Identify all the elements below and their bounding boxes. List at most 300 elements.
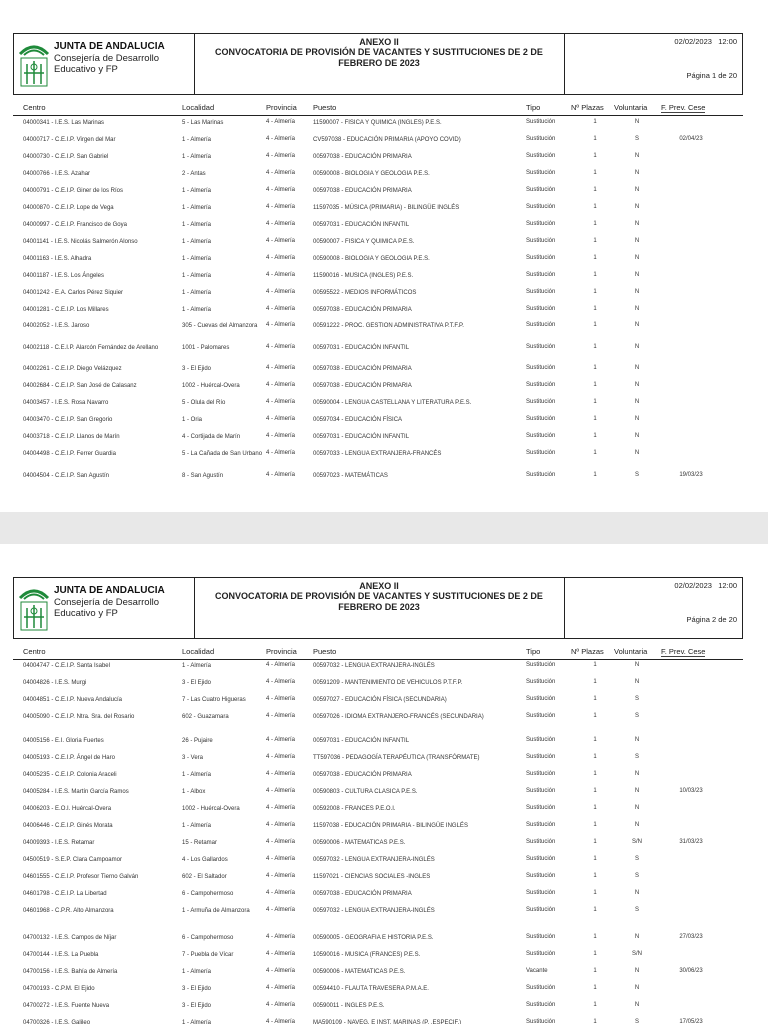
cell-puesto: 00597038 - EDUCACIÓN PRIMARIA [313,366,412,372]
cell-tipo: Sustitución [526,788,556,794]
cell-plazas: 1 [593,399,597,405]
cell-voluntaria: S [634,754,639,760]
cell-tipo: Sustitución [526,679,556,685]
cell-provincia: 4 - Almería [266,1002,296,1008]
cell-plazas: 1 [593,322,597,328]
cell-voluntaria: N [634,890,640,896]
cell-voluntaria: N [634,934,640,940]
cell-puesto: 00592008 - FRANCES P.E.O.I. [313,806,396,812]
cell-tipo: Sustitución [526,696,556,702]
cell-localidad: 1 - Almería [182,239,212,245]
cell-plazas: 1 [593,771,597,777]
cell-voluntaria: N [634,737,640,743]
cell-puesto: 00590008 - BIOLOGIA Y GEOLOGIA P.E.S. [313,256,430,262]
cell-fecha: 02/04/23 [679,136,703,142]
cell-puesto: 00590803 - CULTURA CLASICA P.E.S. [313,789,418,795]
cell-tipo: Sustitución [526,170,556,176]
cell-localidad: 5 - Olula del Río [182,400,226,406]
cell-tipo: Sustitución [526,399,556,405]
cell-plazas: 1 [593,472,597,478]
cell-centro: 04006446 - C.E.I.P. Ginés Morata [23,823,113,829]
cell-puesto: MA590109 - NAVEG. E INST. MARINAS (P. .ESPECIF.) [313,1020,462,1024]
cell-centro: 04700156 - I.E.S. Bahía de Almería [23,969,118,975]
cell-puesto: 00597033 - LENGUA EXTRANJERA-FRANCÉS [313,451,442,457]
cell-plazas: 1 [593,822,597,828]
cell-puesto: 00597031 - EDUCACIÓN INFANTIL [313,222,410,228]
cell-localidad: 1 - Almería [182,137,212,143]
cell-voluntaria: N [634,1002,640,1008]
cell-plazas: 1 [593,662,597,668]
cell-plazas: 1 [593,255,597,261]
header-tipo: Tipo [526,647,541,656]
header-puesto: Puesto [313,103,337,112]
print-time: 12:00 [718,37,737,46]
cell-tipo: Sustitución [526,822,556,828]
header-provincia: Provincia [266,103,297,112]
cell-centro: 04005235 - C.E.I.P. Colonia Araceli [23,772,117,778]
cell-puesto: 11590016 - MUSICA (INGLES) P.E.S. [313,273,414,279]
cell-centro: 04002052 - I.E.S. Jaroso [23,323,90,329]
cell-provincia: 4 - Almería [266,805,296,811]
cell-puesto: 00597031 - EDUCACIÓN INFANTIL [313,345,410,351]
cell-plazas: 1 [593,968,597,974]
cell-centro: 04001242 - E.A. Carlos Pérez Siquier [23,290,124,296]
cell-tipo: Sustitución [526,272,556,278]
cell-localidad: 3 - Vera [182,755,204,761]
cell-tipo: Sustitución [526,187,556,193]
cell-plazas: 1 [593,788,597,794]
cell-localidad: 1 - Almería [182,273,212,279]
cell-localidad: 1 - Almería [182,154,212,160]
cell-tipo: Sustitución [526,934,556,940]
cell-provincia: 4 - Almería [266,873,296,879]
cell-provincia: 4 - Almería [266,204,296,210]
cell-plazas: 1 [593,204,597,210]
cell-localidad: 1 - Armuña de Almanzora [182,908,250,914]
cell-centro: 04005090 - C.E.I.P. Ntra. Sra. del Rosario [23,714,135,720]
cell-provincia: 4 - Almería [266,713,296,719]
cell-centro: 04004498 - C.E.I.P. Ferrer Guardia [23,451,116,457]
cell-tipo: Sustitución [526,737,556,743]
cell-voluntaria: S [634,136,639,142]
cell-plazas: 1 [593,713,597,719]
column-headers [13,101,743,116]
cell-provincia: 4 - Almería [266,822,296,828]
cell-puesto: 00590008 - BIOLOGIA Y GEOLOGIA P.E.S. [313,171,430,177]
cell-tipo: Vacante [526,968,548,974]
cell-localidad: 1001 - Palomares [182,345,230,351]
cell-centro: 04002684 - C.E.I.P. San José de Calasanz [23,383,137,389]
cell-plazas: 1 [593,382,597,388]
cell-voluntaria: S [634,1019,639,1024]
cell-tipo: Sustitución [526,450,556,456]
cell-tipo: Sustitución [526,985,556,991]
cell-puesto: 00597032 - LENGUA EXTRANJERA-INGLÉS [313,663,435,669]
cell-centro: 04005193 - C.E.I.P. Ángel de Haro [23,755,115,761]
print-date: 02/02/2023 [674,581,712,590]
cell-puesto: 00597032 - LENGUA EXTRANJERA-INGLÉS [313,908,435,914]
cell-puesto: 00597038 - EDUCACIÓN PRIMARIA [313,154,412,160]
cell-provincia: 4 - Almería [266,221,296,227]
cell-voluntaria: N [634,382,640,388]
cell-puesto: 00590004 - LENGUA CASTELLANA Y LITERATURA P.E.S. [313,400,472,406]
header-voluntaria: Voluntaria [614,647,648,656]
cell-tipo: Sustitución [526,221,556,227]
cell-provincia: 4 - Almería [266,382,296,388]
cell-plazas: 1 [593,289,597,295]
cell-plazas: 1 [593,934,597,940]
cell-localidad: 1 - Almería [182,969,212,975]
report-page-2 [0,544,768,1024]
cell-tipo: Sustitución [526,951,556,957]
cell-voluntaria: N [634,238,640,244]
header-tipo: Tipo [526,103,541,112]
cell-provincia: 4 - Almería [266,951,296,957]
cell-localidad: 1 - Almería [182,205,212,211]
cell-centro: 04601968 - C.P.R. Alto Almanzora [23,908,114,914]
header-fecha-cese: F. Prev. Cese [661,647,706,656]
info-block [565,34,742,94]
cell-centro: 04004826 - I.E.S. Murgi [23,680,87,686]
cell-localidad: 305 - Cuevas del Almanzora [182,323,258,329]
cell-centro: 04001281 - C.E.I.P. Los Millares [23,307,109,313]
cell-voluntaria: N [634,153,640,159]
header-centro: Centro [23,103,46,112]
cell-voluntaria: N [634,322,640,328]
cell-puesto: 00597038 - EDUCACIÓN PRIMARIA [313,307,412,313]
cell-centro: 04000997 - C.E.I.P. Francisco de Goya [23,222,127,228]
cell-localidad: 3 - El Ejido [182,1003,212,1009]
cell-plazas: 1 [593,187,597,193]
cell-provincia: 4 - Almería [266,255,296,261]
cell-puesto: 00590005 - GEOGRAFIA E HISTORIA P.E.S. [313,935,434,941]
cell-fecha: 27/03/23 [679,934,703,940]
cell-localidad: 1 - Almería [182,222,212,228]
cell-voluntaria: N [634,344,640,350]
cell-provincia: 4 - Almería [266,907,296,913]
cell-plazas: 1 [593,696,597,702]
cell-centro: 04004851 - C.E.I.P. Nueva Andalucía [23,697,122,703]
header-localidad: Localidad [182,647,215,656]
cell-provincia: 4 - Almería [266,187,296,193]
cell-centro: 04700326 - I.E.S. Galileo [23,1020,91,1024]
cell-centro: 04000341 - I.E.S. Las Marinas [23,120,105,126]
cell-provincia: 4 - Almería [266,696,296,702]
cell-localidad: 5 - Las Marinas [182,120,224,126]
cell-puesto: TT597036 - PEDAGOGÍA TERAPÉUTICA (TRANSFÓRMATE) [313,755,480,761]
header-localidad: Localidad [182,103,215,112]
cell-localidad: 3 - El Ejido [182,366,212,372]
cell-localidad: 5 - La Cañada de San Urbano [182,451,263,457]
cell-centro: 04700272 - I.E.S. Fuente Nueva [23,1003,110,1009]
cell-centro: 04601798 - C.E.I.P. La Libertad [23,891,107,897]
cell-voluntaria: N [634,119,640,125]
cell-provincia: 4 - Almería [266,272,296,278]
header-plazas: Nº Plazas [571,647,604,656]
cell-provincia: 4 - Almería [266,934,296,940]
cell-provincia: 4 - Almería [266,170,296,176]
cell-provincia: 4 - Almería [266,985,296,991]
cell-tipo: Sustitución [526,890,556,896]
cell-puesto: 00597023 - MATEMÁTICAS [313,473,388,479]
column-headers [13,645,743,660]
cell-provincia: 4 - Almería [266,119,296,125]
cell-tipo: Sustitución [526,1002,556,1008]
cell-puesto: 00590006 - MATEMATICAS P.E.S. [313,840,406,846]
cell-centro: 04003457 - I.E.S. Rosa Navarro [23,400,109,406]
cell-plazas: 1 [593,907,597,913]
cell-voluntaria: N [634,365,640,371]
cell-voluntaria: N [634,416,640,422]
cell-provincia: 4 - Almería [266,662,296,668]
cell-plazas: 1 [593,805,597,811]
cell-voluntaria: N [634,170,640,176]
org-title: JUNTA DE ANDALUCIA [54,41,165,52]
cell-localidad: 3 - El Ejido [182,986,212,992]
cell-provincia: 4 - Almería [266,289,296,295]
organization-block [14,578,195,638]
cell-puesto: 00597038 - EDUCACIÓN PRIMARIA [313,188,412,194]
cell-plazas: 1 [593,754,597,760]
cell-plazas: 1 [593,136,597,142]
cell-provincia: 4 - Almería [266,365,296,371]
cell-tipo: Sustitución [526,1019,556,1024]
cell-plazas: 1 [593,737,597,743]
cell-provincia: 4 - Almería [266,856,296,862]
cell-provincia: 4 - Almería [266,322,296,328]
cell-tipo: Sustitución [526,713,556,719]
cell-localidad: 8 - San Agustín [182,473,224,479]
cell-provincia: 4 - Almería [266,416,296,422]
cell-fecha: 19/03/23 [679,472,703,478]
cell-voluntaria: N [634,771,640,777]
header-plazas: Nº Plazas [571,103,604,112]
cell-tipo: Sustitución [526,204,556,210]
page-number: Página 1 de 20 [686,71,737,80]
cell-tipo: Sustitución [526,322,556,328]
cell-centro: 04000730 - C.E.I.P. San Gabriel [23,154,109,160]
cell-localidad: 4 - Los Gallardos [182,857,228,863]
header-voluntaria: Voluntaria [614,103,648,112]
cell-voluntaria: S [634,856,639,862]
cell-voluntaria: N [634,433,640,439]
cell-fecha: 31/03/23 [679,839,703,845]
cell-localidad: 1 - Almería [182,188,212,194]
cell-provincia: 4 - Almería [266,968,296,974]
cell-voluntaria: N [634,255,640,261]
cell-plazas: 1 [593,890,597,896]
cell-localidad: 1002 - Huércal-Overa [182,806,240,812]
cell-centro: 04002261 - C.E.I.P. Diego Velázquez [23,366,122,372]
org-title: JUNTA DE ANDALUCIA [54,585,165,596]
cell-puesto: 00597038 - EDUCACIÓN PRIMARIA [313,891,412,897]
cell-localidad: 15 - Retamar [182,840,218,846]
cell-voluntaria: N [634,221,640,227]
cell-centro: 04009393 - I.E.S. Retamar [23,840,95,846]
cell-voluntaria: S [634,873,639,879]
cell-plazas: 1 [593,1002,597,1008]
cell-voluntaria: N [634,805,640,811]
cell-voluntaria: N [634,822,640,828]
cell-tipo: Sustitución [526,382,556,388]
cell-tipo: Sustitución [526,238,556,244]
cell-centro: 04500519 - S.E.P. Clara Campoamor [23,857,122,863]
cell-plazas: 1 [593,238,597,244]
cell-localidad: 3 - El Ejido [182,680,212,686]
cell-fecha: 17/05/23 [679,1019,703,1024]
cell-voluntaria: S [634,472,639,478]
cell-provincia: 4 - Almería [266,472,296,478]
cell-provincia: 4 - Almería [266,839,296,845]
cell-localidad: 1 - Almería [182,290,212,296]
cell-provincia: 4 - Almería [266,771,296,777]
info-block [565,578,742,638]
cell-tipo: Sustitución [526,433,556,439]
cell-provincia: 4 - Almería [266,788,296,794]
cell-plazas: 1 [593,272,597,278]
cell-fecha: 30/06/23 [679,968,703,974]
document-title: CONVOCATORIA DE PROVISIÓN DE VACANTES Y SUSTITUCIONES DE 2 DE FEBRERO DE 2023 [215,591,543,612]
cell-voluntaria: N [634,306,640,312]
cell-centro: 04005284 - I.E.S. Martín García Ramos [23,789,129,795]
cell-tipo: Sustitución [526,416,556,422]
cell-plazas: 1 [593,839,597,845]
cell-voluntaria: N [634,450,640,456]
cell-plazas: 1 [593,985,597,991]
cell-centro: 04001163 - I.E.S. Alhadra [23,256,92,262]
cell-voluntaria: N [634,679,640,685]
cell-tipo: Sustitución [526,771,556,777]
cell-centro: 04005156 - E.I. Gloria Fuertes [23,738,104,744]
cell-localidad: 4 - Cortijada de Marín [182,434,241,440]
cell-localidad: 1 - Almería [182,307,212,313]
cell-provincia: 4 - Almería [266,306,296,312]
cell-tipo: Sustitución [526,907,556,913]
cell-voluntaria: N [634,662,640,668]
cell-provincia: 4 - Almería [266,1019,296,1024]
cell-localidad: 1 - Almería [182,1020,212,1024]
cell-provincia: 4 - Almería [266,679,296,685]
cell-localidad: 6 - Campohermoso [182,891,234,897]
cell-plazas: 1 [593,344,597,350]
cell-localidad: 1 - Almería [182,772,212,778]
cell-tipo: Sustitución [526,344,556,350]
cell-voluntaria: N [634,788,640,794]
cell-provincia: 4 - Almería [266,136,296,142]
cell-plazas: 1 [593,306,597,312]
header-fecha-cese: F. Prev. Cese [661,103,706,112]
cell-voluntaria: N [634,204,640,210]
cell-tipo: Sustitución [526,136,556,142]
cell-plazas: 1 [593,951,597,957]
header-puesto: Puesto [313,647,337,656]
cell-puesto: 11597035 - MÚSICA (PRIMARIA) - BILINGÜE INGLÉS [313,205,460,211]
cell-localidad: 6 - Campohermoso [182,935,234,941]
cell-plazas: 1 [593,679,597,685]
cell-centro: 04000766 - I.E.S. Azahar [23,171,91,177]
organization-block [14,34,195,94]
cell-plazas: 1 [593,450,597,456]
cell-provincia: 4 - Almería [266,399,296,405]
title-block [194,578,565,638]
cell-tipo: Sustitución [526,289,556,295]
cell-voluntaria: N [634,968,640,974]
cell-tipo: Sustitución [526,662,556,668]
cell-voluntaria: S/N [631,839,642,845]
cell-centro: 04700132 - I.E.S. Campos de Níjar [23,935,117,941]
cell-puesto: 00590006 - MATEMATICAS P.E.S. [313,969,406,975]
cell-puesto: 00597026 - IDIOMA EXTRANJERO-FRANCÉS (SECUNDARIA) [313,714,484,720]
cell-voluntaria: N [634,399,640,405]
cell-provincia: 4 - Almería [266,890,296,896]
print-datetime [674,581,737,590]
cell-puesto: 00591209 - MANTENIMIENTO DE VEHICULOS P.T.F.P. [313,680,463,686]
cell-voluntaria: N [634,289,640,295]
cell-localidad: 602 - El Saltador [182,874,227,880]
cell-tipo: Sustitución [526,754,556,760]
cell-puesto: 00595522 - MEDIOS INFORMÁTICOS [313,290,417,296]
cell-centro: 04700193 - C.P.M. El Ejido [23,986,95,992]
print-time: 12:00 [718,581,737,590]
cell-centro: 04003470 - C.E.I.P. San Gregorio [23,417,113,423]
cell-tipo: Sustitución [526,873,556,879]
cell-centro: 04601555 - C.E.I.P. Profesor Tierno Galván [23,874,139,880]
org-subtitle: Consejería de Desarrollo Educativo y FP [54,597,160,619]
cell-plazas: 1 [593,170,597,176]
cell-voluntaria: N [634,272,640,278]
cell-voluntaria: S [634,907,639,913]
page-header [13,577,743,639]
cell-tipo: Sustitución [526,472,556,478]
cell-centro: 04006203 - E.O.I. Huércal-Overa [23,806,112,812]
cell-localidad: 1002 - Huércal-Overa [182,383,240,389]
cell-puesto: 10590016 - MUSICA (FRANCES) P.E.S. [313,952,421,958]
cell-centro: 04000791 - C.E.I.P. Giner de los Ríos [23,188,123,194]
cell-puesto: 00597031 - EDUCACIÓN INFANTIL [313,738,410,744]
cell-localidad: 1 - Almería [182,256,212,262]
cell-localidad: 1 - Almería [182,823,212,829]
cell-plazas: 1 [593,119,597,125]
annex-label: ANEXO II [359,37,399,47]
cell-centro: 04003718 - C.E.I.P. Llanos de Marín [23,434,120,440]
cell-voluntaria: S [634,696,639,702]
document-title: CONVOCATORIA DE PROVISIÓN DE VACANTES Y SUSTITUCIONES DE 2 DE FEBRERO DE 2023 [215,47,543,68]
cell-tipo: Sustitución [526,365,556,371]
cell-plazas: 1 [593,221,597,227]
header-provincia: Provincia [266,647,297,656]
cell-provincia: 4 - Almería [266,153,296,159]
cell-centro: 04700144 - I.E.S. La Puebla [23,952,99,958]
cell-localidad: 7 - Puebla de Vícar [182,952,234,958]
cell-voluntaria: S/N [631,951,642,957]
org-subtitle: Consejería de Desarrollo Educativo y FP [54,53,160,75]
annex-label: ANEXO II [359,581,399,591]
cell-puesto: 00590007 - FISICA Y QUIMICA P.E.S. [313,239,415,245]
cell-centro: 04001187 - I.E.S. Los Ángeles [23,273,104,279]
print-datetime [674,37,737,46]
cell-puesto: CV597038 - EDUCACIÓN PRIMARIA (APOYO COVID) [313,137,461,143]
page-number: Página 2 de 20 [686,615,737,624]
cell-tipo: Sustitución [526,255,556,261]
cell-localidad: 1 - Albox [182,789,206,795]
cell-plazas: 1 [593,873,597,879]
cell-puesto: 00597034 - EDUCACIÓN FÍSICA [313,417,403,423]
cell-tipo: Sustitución [526,153,556,159]
cell-voluntaria: S [634,713,639,719]
cell-puesto: 11590007 - FISICA Y QUIMICA (INGLES) P.E.S. [313,120,442,126]
cell-puesto: 00590011 - INGLES P.E.S. [313,1003,385,1009]
cell-provincia: 4 - Almería [266,737,296,743]
